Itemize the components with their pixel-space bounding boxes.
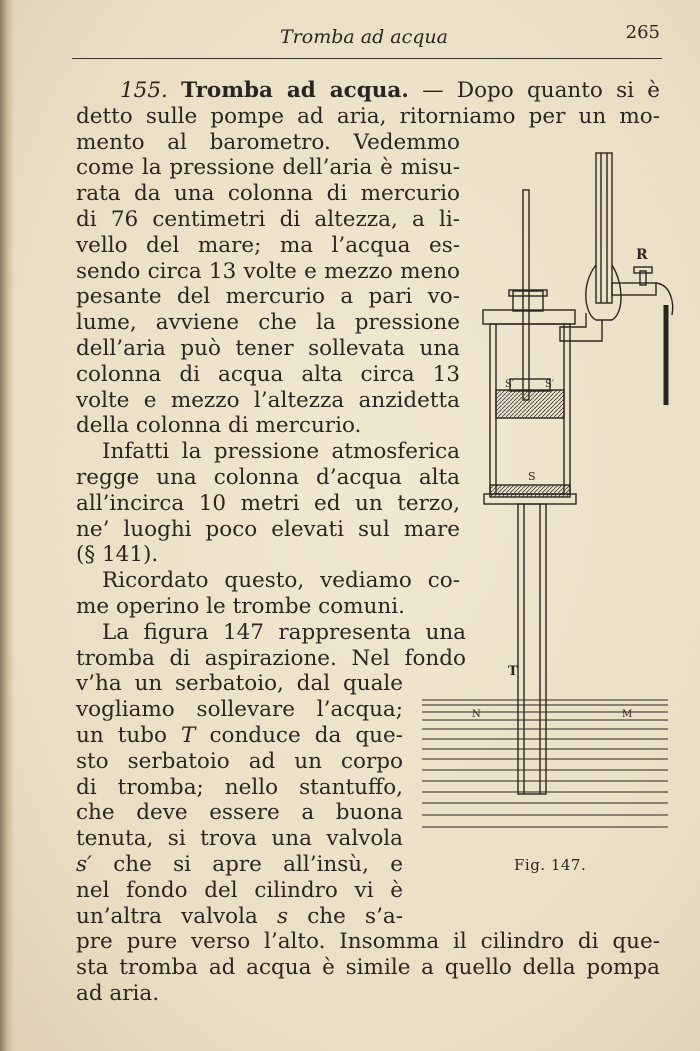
running-title: Tromba ad acqua xyxy=(280,26,448,48)
piston xyxy=(496,390,564,418)
text-line: regge una colonna d’acqua alta xyxy=(76,464,460,490)
label-m: M xyxy=(622,709,633,720)
text-line: me operino le trombe comuni. xyxy=(76,593,405,619)
text-line: colonna di acqua alta circa 13 xyxy=(76,361,460,387)
piston-valve-housing xyxy=(510,379,550,391)
text-line: sendo circa 13 volte e mezzo meno xyxy=(76,258,460,284)
piston-rod xyxy=(523,190,529,400)
tap-handle xyxy=(634,267,652,273)
label-s-prime-left: S′ xyxy=(505,379,515,390)
text-line: che deve essere a buona xyxy=(76,800,403,826)
text-line: pesante del mercurio a pari vo- xyxy=(76,284,460,310)
text-line: vogliamo sollevare l’acqua; xyxy=(76,697,403,723)
text-span-italic: T xyxy=(181,722,196,748)
label-n: N xyxy=(472,709,481,720)
header-rule xyxy=(72,58,662,59)
bottom-valve xyxy=(490,485,570,497)
label-t: T xyxy=(508,664,518,679)
text-line: vello del mare; ma l’acqua es- xyxy=(76,232,460,258)
text-span: un’altra valvola xyxy=(76,903,258,929)
text-span: conduce da que- xyxy=(209,722,403,748)
text-line: all’incirca 10 metri ed un terzo, xyxy=(76,490,460,516)
text-line: tenuta, si trova una valvola xyxy=(76,826,403,852)
text-line: nel fondo del cilindro vi è xyxy=(76,877,403,903)
page-binding-shadow xyxy=(0,0,14,1051)
text-span: un tubo xyxy=(76,722,167,748)
text-line: dell’aria può tener sollevata una xyxy=(76,335,460,361)
text-line: mento al barometro. Vedemmo xyxy=(76,129,460,155)
text-line xyxy=(76,852,403,878)
discharge-pipe xyxy=(596,153,612,303)
page-number: 265 xyxy=(625,22,660,43)
text-line: di 76 centimetri di altezza, a li- xyxy=(76,206,460,232)
text-line xyxy=(76,904,403,930)
text-line: della colonna di mercurio. xyxy=(76,413,362,439)
pipe-bulge xyxy=(586,265,621,320)
text-line: sta tromba ad acqua è simile a quello della pompa xyxy=(76,955,660,981)
text-line: rata da una colonna di mercurio xyxy=(76,181,460,207)
running-head xyxy=(70,22,668,52)
label-r: R xyxy=(636,247,648,263)
text-span: che s’a- xyxy=(307,903,403,929)
pump-figure xyxy=(410,145,685,885)
suction-tube xyxy=(518,504,546,794)
text-line xyxy=(76,78,660,104)
text-span-italic: s xyxy=(276,903,289,929)
text-line: La figura 147 rappresenta una xyxy=(102,619,466,645)
section-number: 155. xyxy=(120,78,168,103)
label-s-prime-right: S′ xyxy=(545,379,555,390)
text-line: pre pure verso l’alto. Insomma il cilindro di que- xyxy=(76,929,660,955)
text-line: (§ 141). xyxy=(76,542,159,568)
text-line: v’ha un serbatoio, dal quale xyxy=(76,671,403,697)
figure-caption: Fig. 147. xyxy=(514,856,587,874)
text-line xyxy=(76,723,403,749)
text-line: come la pressione dell’aria è misu- xyxy=(76,155,460,181)
pipe-elbow xyxy=(560,313,602,341)
text-span-italic: s′ xyxy=(76,851,92,877)
text-line: Infatti la pressione atmosferica xyxy=(102,439,460,465)
section-title: Tromba ad acqua. xyxy=(181,78,409,103)
label-s: S xyxy=(528,470,536,483)
text-line: lume, avviene che la pressione xyxy=(76,310,460,336)
text-span: — Dopo quanto si è xyxy=(422,78,661,103)
text-line: Ricordato questo, vediamo co- xyxy=(102,568,460,594)
text-line: ad aria. xyxy=(76,980,160,1006)
gland xyxy=(513,291,543,311)
text-line: tromba di aspirazione. Nel fondo xyxy=(76,645,466,671)
text-line: ne’ luoghi poco elevati sul mare xyxy=(76,516,460,542)
spout xyxy=(612,283,656,295)
text-line: detto sulle pompe ad aria, ritorniamo per un mo- xyxy=(76,103,660,129)
text-span: che si apre all’insù, e xyxy=(113,851,403,877)
text-line: sto serbatoio ad un corpo xyxy=(76,748,403,774)
text-line: di tromba; nello stantuffo, xyxy=(76,774,403,800)
text-line: volte e mezzo l’altezza anzidetta xyxy=(76,387,460,413)
